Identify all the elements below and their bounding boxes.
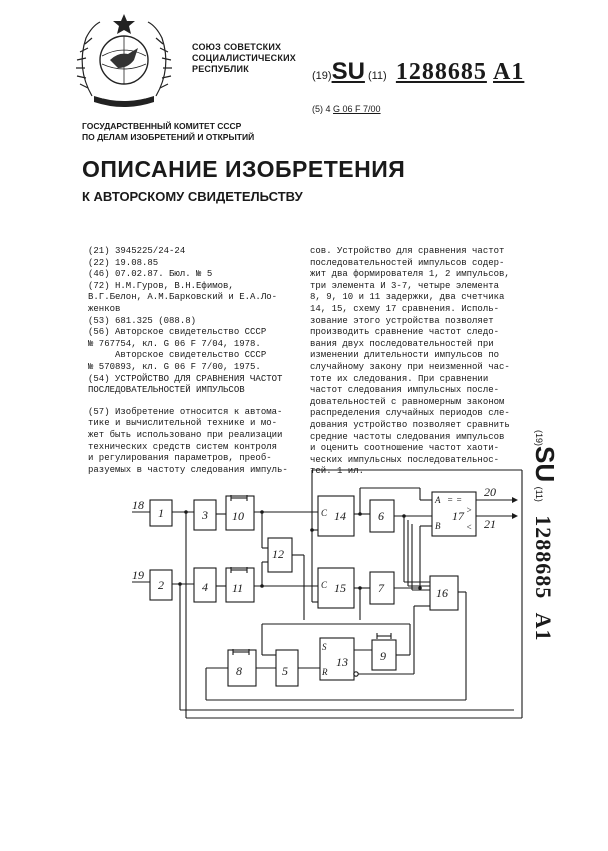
document-subtitle: К АВТОРСКОМУ СВИДЕТЕЛЬСТВУ: [82, 189, 303, 204]
text-line: № 767754, кл. G 06 F 7/04, 1978.: [88, 338, 261, 349]
pin-gt: >: [466, 505, 473, 515]
text-line: тоте их следования. При сравнении: [310, 373, 489, 384]
text-line: вания двух последовательностей при: [310, 338, 494, 349]
block-label: 15: [334, 581, 346, 595]
text-line: разуемых в частоту следования импуль-: [88, 464, 288, 475]
block-label: 11: [232, 581, 244, 595]
text-line: и регулирования параметров, преоб-: [88, 453, 272, 464]
pin-c: C: [321, 580, 328, 590]
input-label: 19: [132, 568, 144, 582]
block-label: 4: [202, 580, 208, 594]
block-label: 13: [336, 655, 348, 669]
text-line: средние частоты следования импульсов: [310, 431, 505, 442]
code-19: (19): [312, 70, 332, 82]
side-kind: A1: [531, 612, 556, 642]
union-line: РЕСПУБЛИК: [192, 64, 249, 74]
block-label: 10: [232, 509, 244, 523]
block-label: 1: [158, 506, 164, 520]
committee-line: ПО ДЕЛАМ ИЗОБРЕТЕНИЙ И ОТКРЫТИЙ: [82, 132, 255, 142]
text-line: тике и вычислительной технике и мо-: [88, 418, 278, 429]
block-label: 5: [282, 664, 288, 678]
block-label: 7: [378, 581, 384, 595]
block-label: 16: [436, 586, 448, 600]
ipc-class: G 06 F 7/00: [333, 104, 381, 114]
block-label: 9: [380, 649, 386, 663]
block-label: 2: [158, 578, 164, 592]
text-line: дования устройство позволяет сравнить: [310, 419, 510, 430]
input-label: 18: [132, 498, 144, 512]
text-line: (57) Изобретение относится к автома-: [88, 406, 283, 417]
text-line: (54) УСТРОЙСТВО ДЛЯ СРАВНЕНИЯ ЧАСТОТ: [88, 373, 283, 384]
text-line: (72) Н.М.Гуров, В.Н.Ефимов,: [88, 280, 234, 291]
union-line: СОЮЗ СОВЕТСКИХ: [192, 42, 282, 52]
text-line: 8, 9, 10 и 11 задержки, два счетчика: [310, 292, 505, 303]
side-country: SU: [530, 446, 560, 483]
text-line: производить сравнение частот следо-: [310, 327, 500, 338]
text-line: частот следования импульсных после-: [310, 385, 500, 396]
text-line: (46) 07.02.87. Бюл. № 5: [88, 269, 213, 280]
text-line: ческих импульсных последовательнос-: [310, 454, 500, 465]
side-number: 1288685: [531, 515, 556, 600]
text-line: три элемента И 3-7, четыре элемента: [310, 280, 500, 291]
text-line: (21) 3945225/24-24: [88, 246, 186, 256]
text-line: и оценить соотношение частот хаоти-: [310, 443, 500, 454]
text-line: 14, 15, схему 17 сравнения. Исполь-: [310, 303, 500, 314]
text-line: жет быть использовано при реализации: [88, 429, 283, 440]
pin-s: S: [322, 642, 327, 652]
output-label: 20: [484, 485, 496, 499]
pin-eq: =: [447, 495, 454, 505]
text-line: жит два формирователя 1, 2 импульсов,: [310, 269, 510, 280]
text-line: ПОСЛЕДОВАТЕЛЬНОСТЕЙ ИМПУЛЬСОВ: [88, 385, 245, 396]
text-line: случайному закону при неизменной час-: [310, 361, 510, 372]
committee-line: ГОСУДАРСТВЕННЫЙ КОМИТЕТ СССР: [82, 121, 242, 131]
block-label: 12: [272, 547, 284, 561]
text-line: В.Г.Белон, А.М.Барковский и Е.А.Ло-: [88, 292, 278, 303]
pin-lt: <: [466, 522, 473, 532]
ipc-code: (5) 4: [312, 104, 331, 114]
pin-c: C: [321, 508, 328, 518]
text-line: Авторское свидетельство СССР: [88, 350, 267, 361]
code-11: (11): [367, 70, 387, 82]
text-line: довательностей с равномерным законом: [310, 396, 505, 407]
text-line: изменении длительности импульсов по: [310, 350, 500, 361]
patent-kind: A1: [493, 59, 525, 85]
output-label: 21: [484, 517, 496, 531]
patent-number: 1288685: [395, 59, 487, 85]
text-line: последовательностей импульсов содер-: [310, 257, 505, 268]
block-label: 8: [236, 664, 242, 678]
block-label: 6: [378, 509, 384, 523]
text-line: распределения случайных периодов сле-: [310, 408, 510, 419]
block-label: 3: [202, 508, 208, 522]
union-line: СОЦИАЛИСТИЧЕСКИХ: [192, 53, 296, 63]
block-label: 17: [452, 509, 464, 523]
text-line: № 570893, кл. G 06 F 7/00, 1975.: [88, 361, 261, 372]
side-code-19: (19): [534, 430, 544, 447]
country-code: SU: [331, 58, 365, 85]
block-label: 14: [334, 509, 346, 523]
pin-b: B: [435, 521, 441, 531]
text-line: тей. 1 ил.: [310, 466, 365, 477]
text-line: (53) 681.325 (088.8): [88, 315, 197, 326]
text-line: женков: [88, 303, 121, 314]
text-line: сов. Устройство для сравнения частот: [310, 246, 505, 256]
pin-a: A: [435, 495, 441, 505]
text-line: (22) 19.08.85: [88, 257, 159, 268]
pin-eq: =: [456, 495, 463, 505]
side-code-11: (11): [534, 486, 544, 502]
block-8: [228, 650, 256, 686]
document-title: ОПИСАНИЕ ИЗОБРЕТЕНИЯ: [82, 156, 406, 182]
text-line: (56) Авторское свидетельство СССР: [88, 327, 267, 338]
pin-r: R: [322, 667, 328, 677]
text-line: зование этого устройства позволяет: [310, 315, 494, 326]
text-line: технических средств систем контроля: [88, 441, 278, 452]
